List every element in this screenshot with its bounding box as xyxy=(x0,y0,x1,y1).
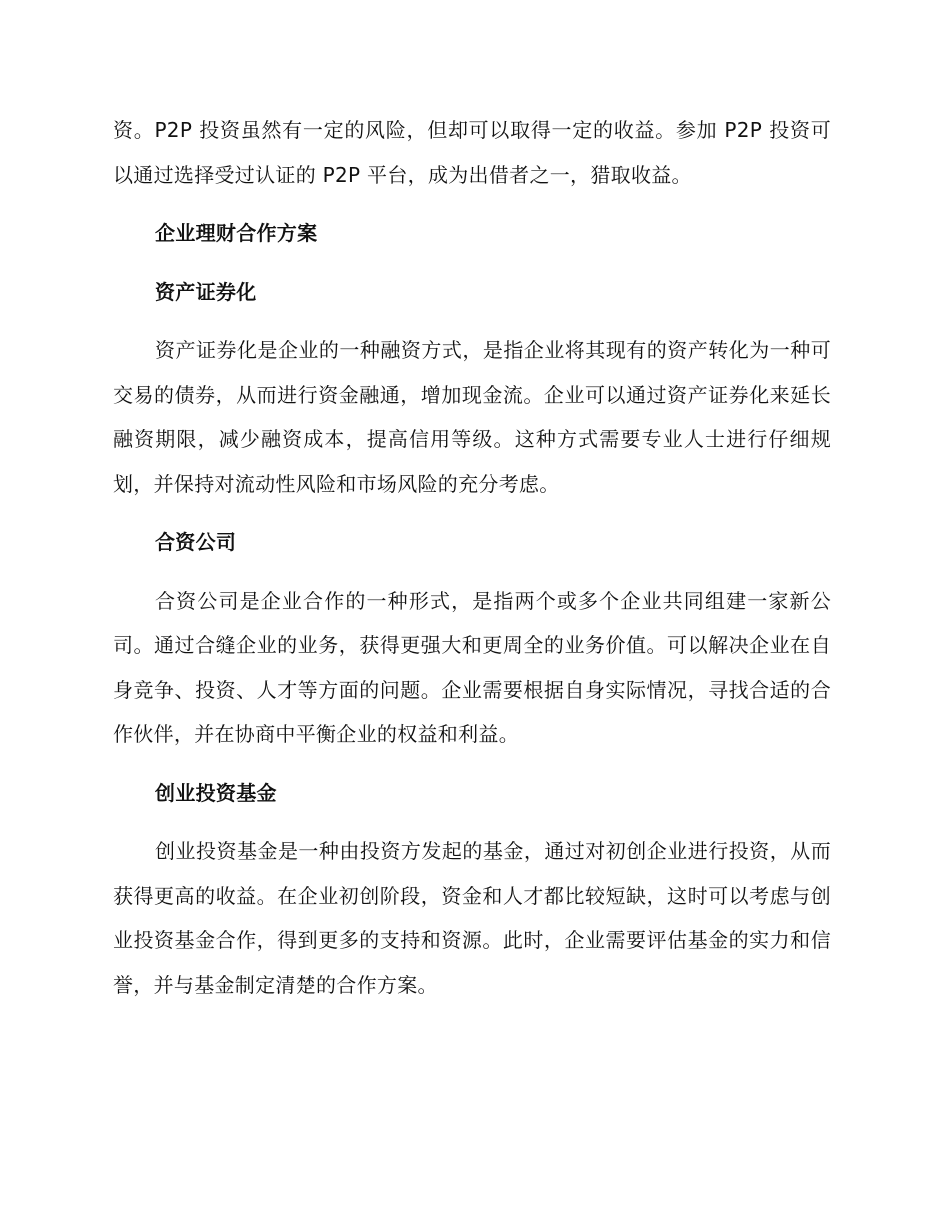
heading-venture-capital-fund: 创业投资基金 xyxy=(155,780,277,805)
heading-asset-securitization: 资产证券化 xyxy=(155,279,257,304)
heading-joint-venture: 合资公司 xyxy=(155,530,237,554)
paragraph-venture-capital-fund: 创业投资基金是一种由投资方发起的基金，通过对初创企业进行投资，从而获得更高的收益。在企业初创阶段，资金和人才都比较短缺，这时可以考虑与创业投资基金合作，得到更多的支持和资源。此时，企业需要评估基金的实力和信誉，并与基金制定清楚的合作方案。 xyxy=(113,839,831,997)
paragraph-joint-venture: 合资公司是企业合作的一种形式，是指两个或多个企业共同组建一家新公司。通过合缝企业的业务，获得更强大和更周全的业务价值。可以解决企业在自身竞争、投资、人才等方面的问题。企业需要根据自身实际情况，寻找合适的合作伙伴，并在协商中平衡企业的权益和利益。 xyxy=(113,588,831,746)
section-title: 企业理财合作方案 xyxy=(155,221,318,245)
paragraph-asset-securitization: 资产证券化是企业的一种融资方式，是指企业将其现有的资产转化为一种可交易的债券，从而进行资金融通，增加现金流。企业可以通过资产证券化来延长融资期限，减少融资成本，提高信用等级。这种方式需要专业人士进行仔细规划，并保持对流动性风险和市场风险的充分考虑。 xyxy=(113,338,831,496)
document-content xyxy=(113,108,831,1007)
intro-paragraph: 资。P2P 投资虽然有一定的风险，但却可以取得一定的收益。参加 P2P 投资可以通过选择受过认证的 P2P 平台，成为出借者之一，猎取收益。 xyxy=(113,118,831,187)
